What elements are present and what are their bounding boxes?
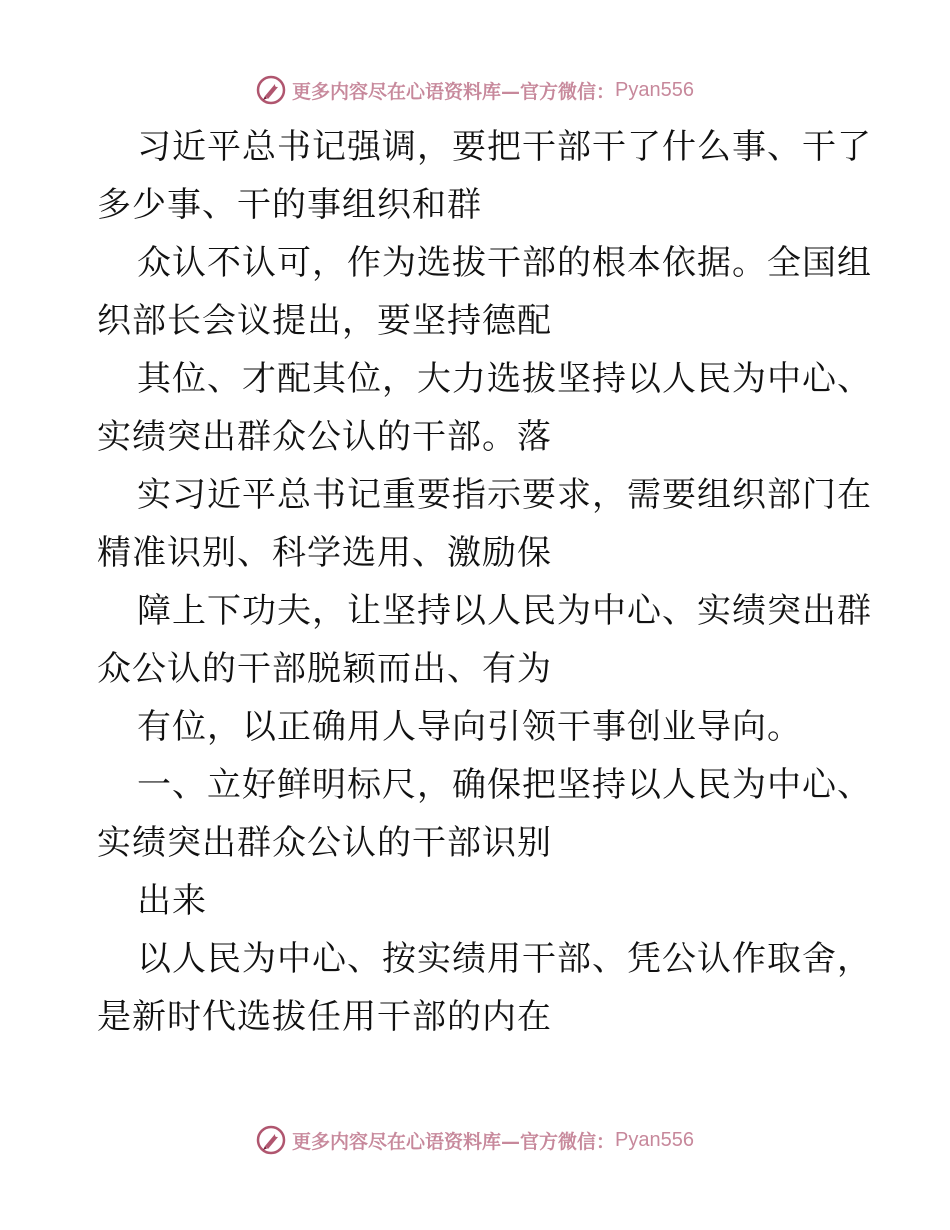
body-line: 障上下功夫，让坚持以人民为中心、实绩突出群 xyxy=(137,591,872,631)
pen-seal-logo-icon xyxy=(256,1125,286,1155)
body-line: 织部长会议提出，要坚持德配 xyxy=(97,301,552,341)
section-heading-line: 出来 xyxy=(137,881,207,921)
document-body xyxy=(97,118,872,1046)
body-line: 是新时代选拔任用干部的内在 xyxy=(97,997,552,1037)
body-line: 众公认的干部脱颖而出、有为 xyxy=(97,649,552,689)
body-line: 多少事、干的事组织和群 xyxy=(97,185,482,225)
body-line: 实绩突出群众公认的干部。落 xyxy=(97,417,552,457)
body-line: 有位，以正确用人导向引领干事创业导向。 xyxy=(137,707,802,747)
body-line: 习近平总书记强调，要把干部干了什么事、干了 xyxy=(137,127,872,167)
body-line: 精准识别、科学选用、激励保 xyxy=(97,533,552,573)
footer-watermark-banner xyxy=(0,1120,950,1160)
footer-wechat-id: Pyan556 xyxy=(615,1128,694,1151)
body-line: 其位、才配其位，大力选拔坚持以人民为中心、 xyxy=(137,359,872,399)
body-line: 实习近平总书记重要指示要求，需要组织部门在 xyxy=(137,475,872,515)
pen-seal-logo-icon xyxy=(256,75,286,105)
header-watermark-text: 更多内容尽在心语资料库—官方微信： xyxy=(292,80,616,103)
body-line: 以人民为中心、按实绩用干部、凭公认作取舍， xyxy=(137,939,872,979)
section-heading-line: 实绩突出群众公认的干部识别 xyxy=(97,823,552,863)
body-line: 众认不认可，作为选拔干部的根本依据。全国组 xyxy=(137,243,872,283)
footer-watermark-text: 更多内容尽在心语资料库—官方微信： xyxy=(292,1130,616,1153)
section-heading-line: 一、立好鲜明标尺，确保把坚持以人民为中心、 xyxy=(137,765,872,805)
header-watermark-banner xyxy=(0,70,950,110)
header-wechat-id: Pyan556 xyxy=(615,78,694,101)
